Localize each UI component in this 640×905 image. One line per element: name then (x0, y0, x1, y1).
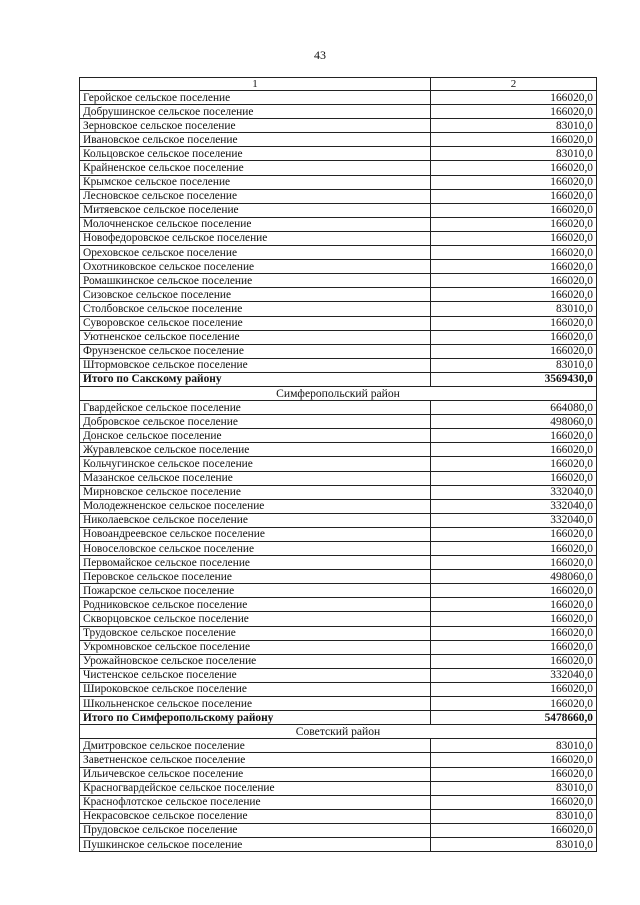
table-row-value: 166020,0 (431, 316, 597, 330)
table-row (80, 203, 597, 217)
page-number: 43 (314, 48, 326, 62)
table-row-label: Мирновское сельское поселение (80, 485, 431, 499)
table-row-value: 166020,0 (431, 274, 597, 288)
district-total-row (80, 711, 597, 725)
district-total-row-value: 3569430,0 (431, 372, 597, 386)
table-row (80, 739, 597, 753)
table-row (80, 316, 597, 330)
table-row-value: 166020,0 (431, 457, 597, 471)
table-row-value: 166020,0 (431, 260, 597, 274)
table-row-value: 166020,0 (431, 429, 597, 443)
table-header-row (80, 78, 597, 91)
table-row-value: 332040,0 (431, 513, 597, 527)
table-row-value: 83010,0 (431, 147, 597, 161)
table-row-value: 166020,0 (431, 584, 597, 598)
table-row-value: 83010,0 (431, 781, 597, 795)
table-row-label: Ивановское сельское поселение (80, 133, 431, 147)
table-row-value: 166020,0 (431, 288, 597, 302)
table-row-label: Красногвардейское сельское поселение (80, 781, 431, 795)
table-row-label: Молодежненское сельское поселение (80, 499, 431, 513)
table-row (80, 823, 597, 837)
table-row (80, 556, 597, 570)
table-row-value: 166020,0 (431, 203, 597, 217)
table-row-value: 166020,0 (431, 795, 597, 809)
table-row (80, 147, 597, 161)
district-heading: Симферопольский район (80, 386, 597, 400)
table-row-label: Ильичевское сельское поселение (80, 767, 431, 781)
table-row-label: Крымское сельское поселение (80, 175, 431, 189)
table-row (80, 415, 597, 429)
table-row (80, 485, 597, 499)
table-row-label: Уютненское сельское поселение (80, 330, 431, 344)
table-row-label: Охотниковское сельское поселение (80, 260, 431, 274)
table-row-value: 166020,0 (431, 767, 597, 781)
table-row (80, 358, 597, 372)
table-row-label: Ромашкинское сельское поселение (80, 274, 431, 288)
table-row-label: Николаевское сельское поселение (80, 513, 431, 527)
table-row (80, 105, 597, 119)
table-row-value: 83010,0 (431, 739, 597, 753)
table-row-label: Сизовское сельское поселение (80, 288, 431, 302)
table-row (80, 598, 597, 612)
district-total-row-label: Итого по Сакскому району (80, 372, 431, 386)
table-row-value: 166020,0 (431, 640, 597, 654)
table-row-value: 664080,0 (431, 401, 597, 415)
table-row-value: 166020,0 (431, 217, 597, 231)
table-row-value: 166020,0 (431, 612, 597, 626)
table-row (80, 527, 597, 541)
table-row-label: Штормовское сельское поселение (80, 358, 431, 372)
table-row-label: Новоселовское сельское поселение (80, 542, 431, 556)
table-row-value: 166020,0 (431, 161, 597, 175)
table-row-label: Геройское сельское поселение (80, 91, 431, 105)
table-row (80, 288, 597, 302)
table-row (80, 175, 597, 189)
table-row-label: Краснофлотское сельское поселение (80, 795, 431, 809)
table-row (80, 217, 597, 231)
district-total-row-value: 5478660,0 (431, 711, 597, 725)
district-total-row (80, 372, 597, 386)
table-row-label: Добрушинское сельское поселение (80, 105, 431, 119)
table-row (80, 809, 597, 823)
table-row-value: 166020,0 (431, 697, 597, 711)
table-row (80, 781, 597, 795)
table-row-label: Ореховское сельское поселение (80, 246, 431, 260)
table-row-value: 83010,0 (431, 358, 597, 372)
table-row-value: 166020,0 (431, 344, 597, 358)
table-row (80, 612, 597, 626)
table-row-label: Донское сельское поселение (80, 429, 431, 443)
table-row (80, 119, 597, 133)
table-row-value: 332040,0 (431, 668, 597, 682)
table-row-label: Зерновское сельское поселение (80, 119, 431, 133)
table-row-label: Чистенское сельское поселение (80, 668, 431, 682)
table-row (80, 443, 597, 457)
table-row-label: Прудовское сельское поселение (80, 823, 431, 837)
table-row (80, 499, 597, 513)
table-row-label: Добровское сельское поселение (80, 415, 431, 429)
table-row (80, 513, 597, 527)
district-heading: Советский район (80, 725, 597, 739)
table-row (80, 626, 597, 640)
table-row-label: Укромновское сельское поселение (80, 640, 431, 654)
table-row-value: 332040,0 (431, 499, 597, 513)
table-row-label: Митяевское сельское поселение (80, 203, 431, 217)
table-row-value: 166020,0 (431, 626, 597, 640)
table-row-label: Кольцовское сельское поселение (80, 147, 431, 161)
table-row-value: 83010,0 (431, 837, 597, 851)
table-row (80, 429, 597, 443)
table-row-label: Новоандреевское сельское поселение (80, 527, 431, 541)
table-row-label: Молочненское сельское поселение (80, 217, 431, 231)
table-row-value: 166020,0 (431, 654, 597, 668)
table-row (80, 161, 597, 175)
table-row-value: 166020,0 (431, 91, 597, 105)
table-row (80, 344, 597, 358)
table-row (80, 91, 597, 105)
district-heading-row (80, 725, 597, 739)
table-row (80, 274, 597, 288)
table-row (80, 302, 597, 316)
table-row (80, 471, 597, 485)
table-row (80, 189, 597, 203)
table-row-label: Мазанское сельское поселение (80, 471, 431, 485)
table-row-label: Новофедоровское сельское поселение (80, 231, 431, 245)
table-row-value: 166020,0 (431, 105, 597, 119)
table-row-label: Лесновское сельское поселение (80, 189, 431, 203)
table-row-value: 166020,0 (431, 682, 597, 696)
table-row (80, 330, 597, 344)
table-row-label: Фрунзенское сельское поселение (80, 344, 431, 358)
table-row-value: 166020,0 (431, 330, 597, 344)
table-row-label: Столбовское сельское поселение (80, 302, 431, 316)
table-row (80, 668, 597, 682)
table-row-label: Широковское сельское поселение (80, 682, 431, 696)
table-row-value: 166020,0 (431, 443, 597, 457)
table-row (80, 654, 597, 668)
table-row-value: 166020,0 (431, 471, 597, 485)
table-row-value: 166020,0 (431, 231, 597, 245)
table-row-label: Урожайновское сельское поселение (80, 654, 431, 668)
table-row (80, 767, 597, 781)
table-row-label: Некрасовское сельское поселение (80, 809, 431, 823)
table-row (80, 570, 597, 584)
table-row-value: 166020,0 (431, 246, 597, 260)
table-row-label: Журавлевское сельское поселение (80, 443, 431, 457)
table-row-label: Скворцовское сельское поселение (80, 612, 431, 626)
table-row (80, 697, 597, 711)
header-col-2: 2 (431, 78, 597, 91)
table-row (80, 640, 597, 654)
table-row (80, 231, 597, 245)
table-row-label: Пожарское сельское поселение (80, 584, 431, 598)
district-heading-row (80, 386, 597, 400)
table-row-value: 83010,0 (431, 809, 597, 823)
table-row-label: Кольчугинское сельское поселение (80, 457, 431, 471)
table-row (80, 246, 597, 260)
table-row-value: 498060,0 (431, 415, 597, 429)
table-row (80, 457, 597, 471)
table-row (80, 584, 597, 598)
table-row (80, 795, 597, 809)
table-row-value: 83010,0 (431, 119, 597, 133)
table-row-value: 166020,0 (431, 598, 597, 612)
table-row-label: Школьненское сельское поселение (80, 697, 431, 711)
table-row (80, 401, 597, 415)
table-row-label: Дмитровское сельское поселение (80, 739, 431, 753)
table-row-label: Заветненское сельское поселение (80, 753, 431, 767)
table-row (80, 753, 597, 767)
table-row-value: 83010,0 (431, 302, 597, 316)
table-row (80, 837, 597, 851)
table-body (80, 78, 597, 852)
table-row-value: 166020,0 (431, 133, 597, 147)
table-row-label: Пушкинское сельское поселение (80, 837, 431, 851)
table-row-value: 166020,0 (431, 823, 597, 837)
table-row-value: 166020,0 (431, 189, 597, 203)
table-row-value: 166020,0 (431, 556, 597, 570)
district-total-row-label: Итого по Симферопольскому району (80, 711, 431, 725)
table-row-value: 332040,0 (431, 485, 597, 499)
table-row-value: 166020,0 (431, 175, 597, 189)
table-row (80, 682, 597, 696)
table-row-label: Гвардейское сельское поселение (80, 401, 431, 415)
table-row (80, 133, 597, 147)
table-row-label: Родниковское сельское поселение (80, 598, 431, 612)
table-row-label: Перовское сельское поселение (80, 570, 431, 584)
table-row (80, 542, 597, 556)
table-row-value: 166020,0 (431, 753, 597, 767)
table-row-label: Трудовское сельское поселение (80, 626, 431, 640)
table-row-value: 166020,0 (431, 527, 597, 541)
table-row-label: Первомайское сельское поселение (80, 556, 431, 570)
table-row-label: Крайненское сельское поселение (80, 161, 431, 175)
table-row-value: 498060,0 (431, 570, 597, 584)
header-col-1: 1 (80, 78, 431, 91)
table-row-value: 166020,0 (431, 542, 597, 556)
table-row (80, 260, 597, 274)
table-row-label: Суворовское сельское поселение (80, 316, 431, 330)
allocation-table (79, 77, 597, 852)
